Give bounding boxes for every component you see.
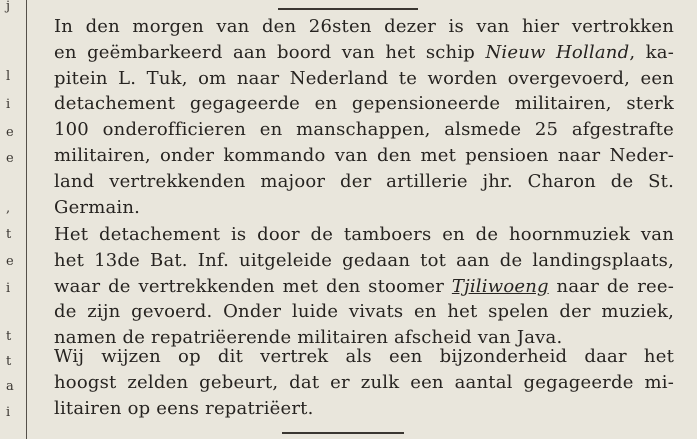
gutter-fragment: t — [6, 354, 12, 369]
text-line: land vertrekkenden majoor der artillerie jhr. Charon de St. — [54, 170, 674, 192]
paragraph-1 — [54, 14, 674, 220]
text-line: litairen op eens repatriëert. — [54, 397, 314, 419]
gutter-fragment: a — [6, 379, 14, 394]
gutter-fragment: i — [6, 281, 11, 296]
text-line: namen de repatriëerende militairen afscheid van Java. — [54, 327, 563, 349]
adjacent-column-edge — [0, 0, 27, 439]
text-line: detachement gegageerde en gepensioneerde militairen, sterk — [54, 93, 674, 115]
gutter-fragment: e — [6, 125, 14, 140]
text-segment: waar de vertrekkenden met den stoomer — [54, 275, 452, 297]
gutter-fragment: , — [6, 201, 11, 216]
text-line — [54, 40, 674, 66]
gutter-fragment: t — [6, 227, 12, 242]
gutter-fragment: e — [6, 151, 14, 166]
text-line: hoogst zelden gebeurt, dat er zulk een aantal gegageerde mi- — [54, 371, 674, 393]
gutter-fragment: i — [6, 97, 11, 112]
top-separator-rule — [278, 8, 418, 10]
gutter-fragment: t — [6, 329, 12, 344]
text-line: Het detachement is door de tamboers en de hoornmuziek van — [54, 224, 674, 245]
text-line: Germain. — [54, 196, 141, 218]
text-line: 100 onderofficieren en manschappen, alsmede 25 afgestrafte — [54, 119, 674, 141]
gutter-fragment: e — [6, 254, 14, 269]
text-line: de zijn gevoerd. Onder luide vivats en het spelen der muziek, — [54, 301, 674, 323]
bottom-separator-rule — [282, 432, 404, 434]
steamer-name: Tjiliwoeng — [451, 275, 549, 297]
ship-name: Nieuw Holland — [485, 41, 630, 63]
text-line: Wij wijzen op dit vertrek als een bijzonderheid daar het — [54, 346, 674, 367]
text-line: militairen, onder kommando van den met pensioen naar Neder- — [54, 144, 674, 166]
text-segment: naar de ree- — [548, 275, 674, 297]
gutter-fragment: i — [6, 405, 11, 420]
paragraph-3 — [54, 344, 674, 421]
text-segment: , ka- — [629, 41, 674, 63]
gutter-fragment: l — [6, 69, 11, 84]
text-line: het 13de Bat. Inf. uitgeleide gedaan tot aan de landingsplaats, — [54, 249, 674, 271]
text-line: In den morgen van den 26sten dezer is van hier vertrokken — [54, 16, 674, 37]
text-line — [54, 274, 674, 300]
text-segment: en geëmbarkeerd aan boord van het schip — [54, 41, 486, 63]
paragraph-2 — [54, 222, 674, 351]
text-line: pitein L. Tuk, om naar Nederland te worden overgevoerd, een — [54, 67, 674, 89]
gutter-fragment: j — [6, 0, 11, 14]
